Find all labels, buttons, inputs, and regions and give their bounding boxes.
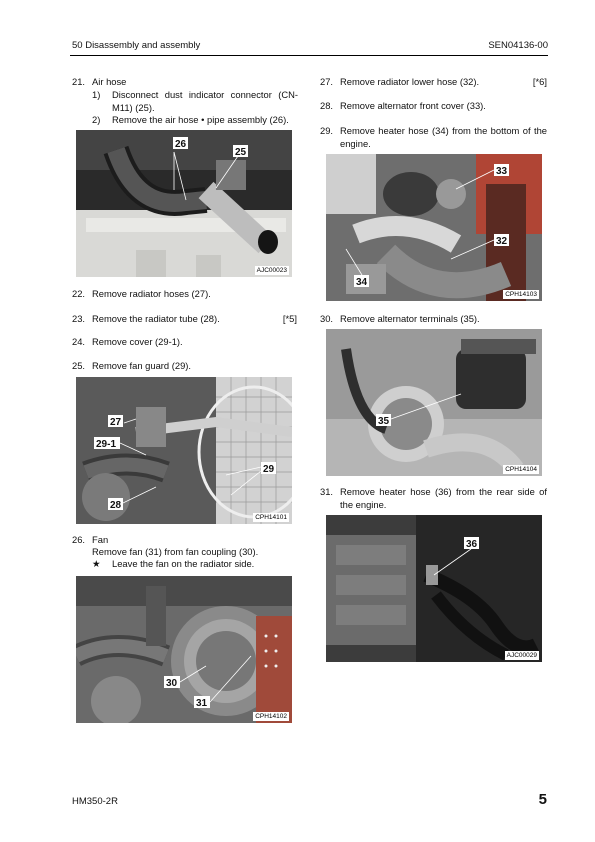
step-number: 31.	[320, 486, 334, 497]
air-hose-illustration	[76, 130, 292, 277]
page-number: 5	[538, 791, 547, 808]
callout-31: 31	[196, 698, 208, 709]
step-number: 23.	[72, 313, 86, 324]
step-28	[320, 100, 547, 113]
callout-30: 30	[166, 678, 178, 689]
step-25	[72, 360, 297, 373]
figure-code: CPH14103	[505, 291, 537, 298]
heater-hose-rear-illustration	[326, 515, 542, 662]
substep-21-1	[92, 89, 298, 115]
alternator-front-illustration	[326, 154, 542, 301]
step-21	[72, 76, 297, 89]
note-text: Leave the fan on the radiator side.	[112, 558, 255, 569]
step-number: 24.	[72, 336, 86, 347]
note-26	[92, 558, 298, 571]
step-text: Air hose	[92, 76, 127, 87]
step-number: 30.	[320, 313, 334, 324]
fan-illustration	[76, 576, 292, 723]
step-text: Remove cover (29-1).	[92, 336, 183, 347]
figure-heater-hose-rear	[326, 515, 542, 662]
callout-27: 27	[110, 417, 122, 428]
model-name: HM350-2R	[72, 796, 118, 807]
step-text: Fan	[92, 534, 109, 545]
callout-35: 35	[378, 416, 390, 427]
star-icon: ★	[92, 558, 101, 569]
figure-alternator-front	[326, 154, 542, 301]
figure-code: CPH14104	[505, 466, 537, 473]
step-number: 26.	[72, 534, 86, 545]
substep-text: Remove the air hose • pipe assembly (26).	[112, 114, 289, 125]
step-number: 29.	[320, 125, 334, 136]
figure-code: AJC00029	[506, 652, 537, 659]
callout-33: 33	[496, 166, 508, 177]
step-text: Remove radiator lower hose (32).	[340, 76, 480, 87]
reference-mark: [*6]	[532, 76, 547, 87]
step-29	[320, 125, 547, 151]
step-number: 25.	[72, 360, 86, 371]
step-30	[320, 313, 547, 326]
alternator-terminals-illustration	[326, 329, 542, 476]
figure-alternator-terminals	[326, 329, 542, 476]
substep-number: 1)	[92, 89, 101, 100]
callout-26: 26	[175, 139, 187, 150]
callout-36: 36	[466, 539, 478, 550]
step-23	[72, 313, 297, 326]
step-22	[72, 288, 297, 301]
figure-fan	[76, 576, 292, 723]
step-number: 22.	[72, 288, 86, 299]
step-text: Remove heater hose (34) from the bottom of the engine.	[340, 125, 547, 149]
step-text: Remove fan guard (29).	[92, 360, 192, 371]
figure-fan-guard	[76, 377, 292, 524]
header-rule	[70, 55, 548, 56]
figure-code: AJC00023	[256, 267, 287, 274]
step-number: 27.	[320, 76, 334, 87]
substep-21-2	[92, 114, 298, 127]
step-number: 28.	[320, 100, 334, 111]
step-31	[320, 486, 547, 512]
step-text: Remove heater hose (36) from the rear side of the engine.	[340, 486, 547, 510]
callout-29: 29	[263, 464, 275, 475]
step-text: Remove the radiator tube (28).	[92, 313, 220, 324]
figure-air-hose	[76, 130, 292, 277]
reference-mark: [*5]	[282, 313, 297, 324]
callout-32: 32	[496, 236, 508, 247]
document-code: SEN04136-00	[488, 40, 548, 51]
figure-code: CPH14102	[255, 713, 287, 720]
step-24	[72, 336, 297, 349]
fan-guard-illustration	[76, 377, 292, 524]
step-27	[320, 76, 547, 89]
substep-text: Disconnect dust indicator connector (CN-M11) (25).	[112, 89, 298, 113]
step-text: Remove radiator hoses (27).	[92, 288, 211, 299]
step-text: Remove alternator front cover (33).	[340, 100, 486, 111]
callout-34: 34	[356, 277, 368, 288]
callout-28: 28	[110, 500, 122, 511]
figure-code: CPH14101	[255, 514, 287, 521]
step-number: 21.	[72, 76, 86, 87]
callout-25: 25	[235, 147, 247, 158]
section-title: 50 Disassembly and assembly	[72, 40, 201, 51]
substep-number: 2)	[92, 114, 101, 125]
step-text: Remove alternator terminals (35).	[340, 313, 480, 324]
step-text: Remove fan (31) from fan coupling (30).	[92, 546, 259, 557]
callout-29-1: 29-1	[96, 439, 117, 450]
